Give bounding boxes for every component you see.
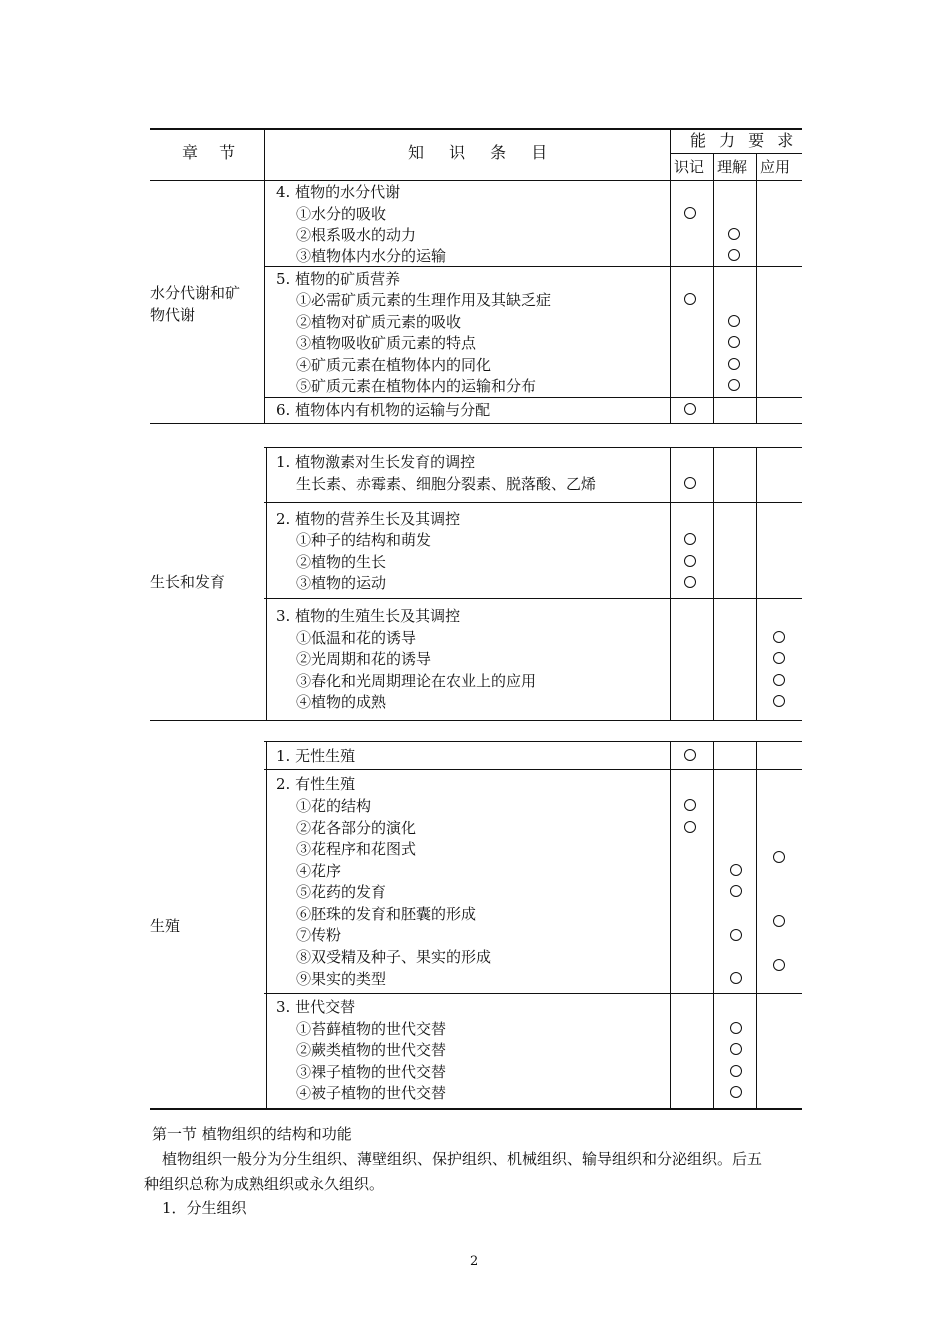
row-text: ⑥胚珠的发育和胚囊的形成 (296, 905, 477, 923)
chapter-1-name-line1: 水分代谢和矿 (150, 284, 241, 302)
mark-circle (730, 864, 742, 876)
page-number: 2 (470, 1254, 479, 1269)
mark-circle (773, 915, 785, 927)
row-text: 3. 植物的生殖生长及其调控 (276, 607, 461, 625)
mark-circle (773, 851, 785, 863)
mark-circle (730, 1065, 742, 1077)
row-text: ⑧双受精及种子、果实的形成 (296, 948, 492, 966)
header-chapter: 章 节 (182, 143, 244, 162)
mark-circle (730, 1086, 742, 1098)
header-ability-rule (670, 153, 802, 154)
mark-circle (773, 652, 785, 664)
mark-circle (684, 576, 696, 588)
col-line (670, 447, 671, 720)
list-item-heading: 1．分生组织 (162, 1199, 247, 1217)
col-line (756, 180, 757, 423)
row-text: ④植物的成熟 (296, 693, 387, 711)
col-line (756, 447, 757, 720)
row-text: ⑤矿质元素在植物体内的运输和分布 (296, 377, 537, 395)
row-text: 3. 世代交替 (276, 998, 356, 1016)
mark-circle (684, 207, 696, 219)
header-items: 知 识 条 目 (408, 143, 558, 162)
row-text: ②花各部分的演化 (296, 819, 417, 837)
col-line (264, 180, 265, 423)
chapter-3-top-rule (264, 741, 802, 742)
mark-circle (730, 1043, 742, 1055)
col-line (266, 447, 267, 720)
paragraph-line-2: 种组织总称为成熟组织或永久组织。 (144, 1175, 385, 1193)
row-text: 生长素、赤霉素、细胞分裂素、脱落酸、乙烯 (296, 475, 597, 493)
header-understand: 理解 (717, 158, 748, 176)
row-text: 2. 有性生殖 (276, 775, 356, 793)
row-text: 2. 植物的营养生长及其调控 (276, 510, 461, 528)
row-text: ②蕨类植物的世代交替 (296, 1041, 447, 1059)
mark-circle (773, 695, 785, 707)
col-line (266, 741, 267, 1108)
mark-circle (728, 249, 740, 261)
mark-circle (730, 1022, 742, 1034)
row-text: ③植物的运动 (296, 574, 387, 592)
mark-circle (684, 533, 696, 545)
header-apply: 应用 (760, 158, 791, 176)
col-line (713, 447, 714, 720)
mark-circle (684, 555, 696, 567)
row-text: 1. 无性生殖 (276, 747, 356, 765)
mark-circle (730, 929, 742, 941)
row-text: ③裸子植物的世代交替 (296, 1063, 447, 1081)
header-col-divider-a (713, 153, 714, 180)
row-text: ②根系吸水的动力 (296, 226, 417, 244)
mark-circle (684, 293, 696, 305)
row-text: ①必需矿质元素的生理作用及其缺乏症 (296, 291, 552, 309)
mark-circle (730, 885, 742, 897)
col-line (756, 741, 757, 1108)
row-text: 5. 植物的矿质营养 (276, 270, 401, 288)
group-divider (264, 502, 802, 503)
mark-circle (684, 749, 696, 761)
header-recall: 识记 (674, 158, 705, 176)
chapter-1-bottom-rule (150, 423, 802, 424)
mark-circle (773, 674, 785, 686)
row-text: ②植物对矿质元素的吸收 (296, 313, 462, 331)
row-text: ④被子植物的世代交替 (296, 1084, 447, 1102)
mark-circle (728, 358, 740, 370)
mark-circle (684, 477, 696, 489)
row-text: 6. 植物体内有机物的运输与分配 (276, 401, 491, 419)
row-text: 1. 植物激素对生长发育的调控 (276, 453, 476, 471)
mark-circle (684, 799, 696, 811)
col-line (670, 180, 671, 423)
section-title: 第一节 植物组织的结构和功能 (152, 1125, 352, 1143)
mark-circle (728, 315, 740, 327)
group-divider (264, 266, 802, 267)
mark-circle (730, 972, 742, 984)
table-top-rule (150, 128, 802, 130)
header-col-divider-b (756, 153, 757, 180)
group-divider (264, 769, 802, 770)
chapter-2-name: 生长和发育 (150, 573, 226, 591)
row-text: ④花序 (296, 862, 342, 880)
group-divider (264, 598, 802, 599)
row-text: ⑨果实的类型 (296, 970, 387, 988)
col-line (670, 741, 671, 1108)
mark-circle (773, 959, 785, 971)
row-text: ④矿质元素在植物体内的同化 (296, 356, 492, 374)
mark-circle (728, 336, 740, 348)
mark-circle (684, 403, 696, 415)
row-text: ③春化和光周期理论在农业上的应用 (296, 672, 537, 690)
row-text: ③植物吸收矿质元素的特点 (296, 334, 477, 352)
mark-circle (773, 631, 785, 643)
row-text: ②植物的生长 (296, 553, 387, 571)
header-ability: 能 力 要 求 (690, 131, 798, 150)
col-line (713, 741, 714, 1108)
row-text: ②光周期和花的诱导 (296, 650, 432, 668)
row-text: ③植物体内水分的运输 (296, 247, 447, 265)
header-divider-2 (670, 128, 671, 180)
group-divider (264, 397, 802, 398)
group-divider (264, 993, 802, 994)
header-bottom-rule (150, 180, 802, 181)
row-text: ①花的结构 (296, 797, 372, 815)
row-text: 4. 植物的水分代谢 (276, 183, 401, 201)
row-text: ①种子的结构和萌发 (296, 531, 432, 549)
header-divider-1 (264, 128, 265, 180)
chapter-3-name: 生殖 (150, 917, 181, 935)
row-text: ⑦传粉 (296, 926, 342, 944)
row-text: ①低温和花的诱导 (296, 629, 417, 647)
row-text: ⑤花药的发育 (296, 883, 387, 901)
row-text: ①水分的吸收 (296, 205, 387, 223)
chapter-2-bottom-rule (150, 720, 802, 721)
mark-circle (684, 821, 696, 833)
paragraph-line-1: 植物组织一般分为分生组织、薄壁组织、保护组织、机械组织、输导组织和分泌组织。后五 (162, 1150, 763, 1168)
mark-circle (728, 379, 740, 391)
table-bottom-rule (150, 1108, 802, 1110)
chapter-2-top-rule (264, 447, 802, 448)
row-text: ③花程序和花图式 (296, 840, 417, 858)
col-line (713, 180, 714, 423)
row-text: ①苔藓植物的世代交替 (296, 1020, 447, 1038)
mark-circle (728, 228, 740, 240)
chapter-1-name-line2: 物代谢 (150, 306, 196, 324)
